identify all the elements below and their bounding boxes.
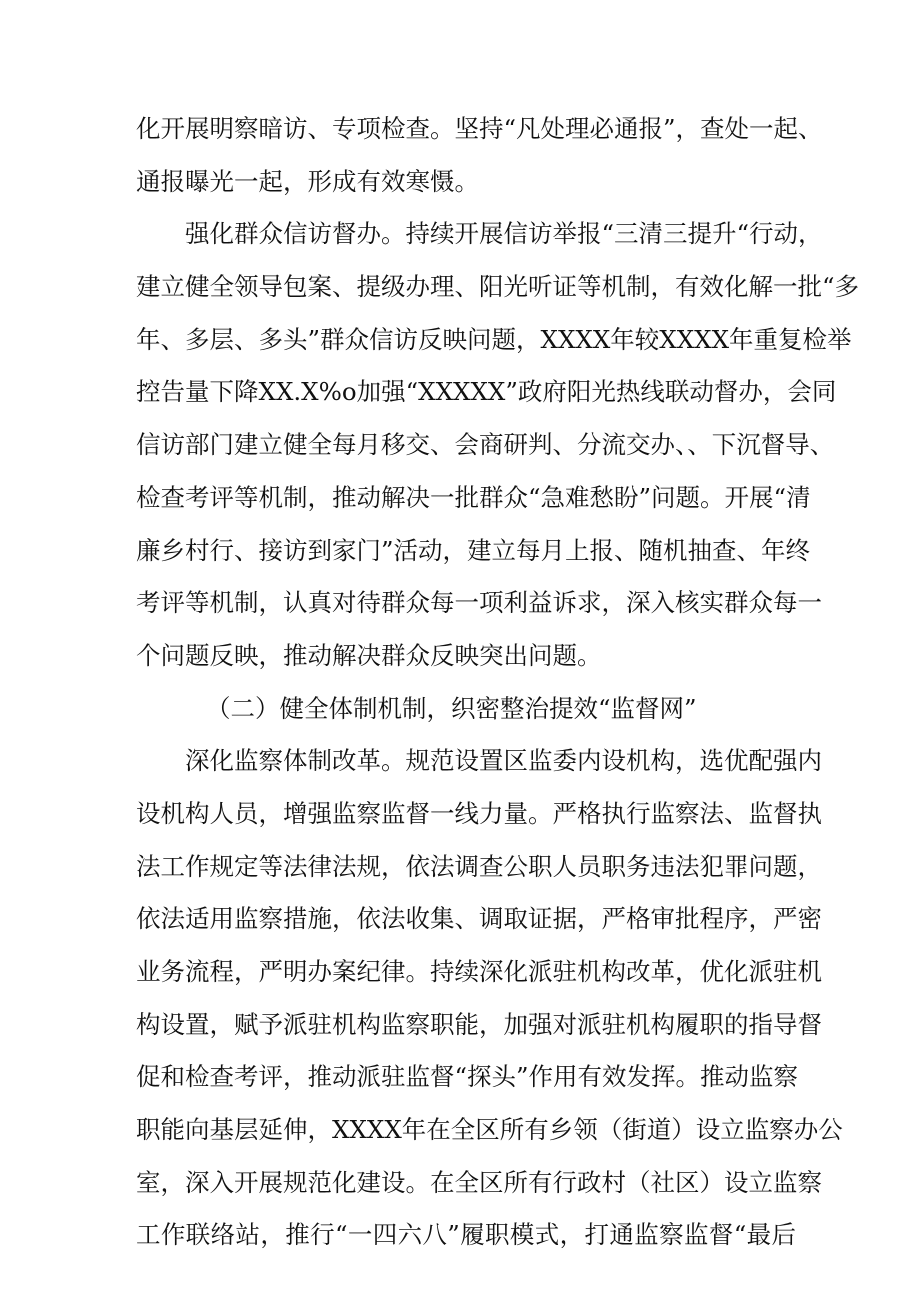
- text-line: 室，深入开展规范化建设。在全区所有行政村（社区）设立监察: [136, 1167, 822, 1197]
- text-line: 化开展明察暗访、专项检查。坚持“凡处理必通报”，查处一起、: [136, 114, 823, 143]
- text-line: 个问题反映，推动解决群众反映突出问题。: [136, 640, 602, 670]
- text-line: 法工作规定等法律法规，依法调查公职人员职务违法犯罪问题，: [136, 851, 822, 881]
- text-line: 信访部门建立健全每月移交、会商研判、分流交办、、下沉督导、: [136, 430, 835, 460]
- text-line: 控告量下降XX.X%o加强“XXXXX”政府阳光热线联动督办，会同: [136, 377, 837, 407]
- text-line: 构设置，赋予派驻机构监察职能，加强对派驻机构履职的指导督: [136, 1009, 822, 1039]
- text-line: 设机构人员，增强监察监督一线力量。严格执行监察法、监督执: [136, 798, 822, 828]
- text-line: 职能向基层延伸，XXXX年在全区所有乡领（街道）设立监察办公: [136, 1115, 843, 1145]
- text-line: 业务流程，严明办案纪律。持续深化派驻机构改革，优化派驻机: [136, 957, 822, 986]
- text-line: 廉乡村行、接访到家门”活动，建立每月上报、随机抽查、年终: [136, 535, 811, 565]
- text-line: 建立健全领导包案、提级办理、阳光听证等机制，有效化解一批“多: [136, 272, 860, 302]
- text-line: 年、多层、多头”群众信访反映问题，XXXX年较XXXX年重复检举: [136, 324, 852, 354]
- text-line: 依法适用监察措施，依法收集、调取证据，严格审批程序，严密: [136, 904, 822, 934]
- text-line: 通报曝光一起，形成有效寒慑。: [136, 166, 479, 196]
- section-heading: （二）健全体制机制，织密整治提效“监督网”: [206, 693, 697, 723]
- text-line: 促和检查考评，推动派驻监督“探头”作用有效发挥。推动监察: [136, 1062, 799, 1092]
- document-body: [136, 103, 860, 1262]
- text-line: 考评等机制，认真对待群众每一项利益诉求，深入核实群众每一: [136, 588, 822, 618]
- paragraph-first-line: 深化监察体制改革。规范设置区监委内设机构，选优配强内: [185, 746, 822, 776]
- text-line: 工作联络站，推行“一四六八”履职模式，打通监察监督“最后: [136, 1220, 796, 1250]
- text-line: 检查考评等机制，推动解决一批群众“急难愁盼”问题。开展“清: [136, 482, 811, 512]
- paragraph-first-line: 强化群众信访督办。持续开展信访举报“三清三提升“行动，: [185, 219, 823, 249]
